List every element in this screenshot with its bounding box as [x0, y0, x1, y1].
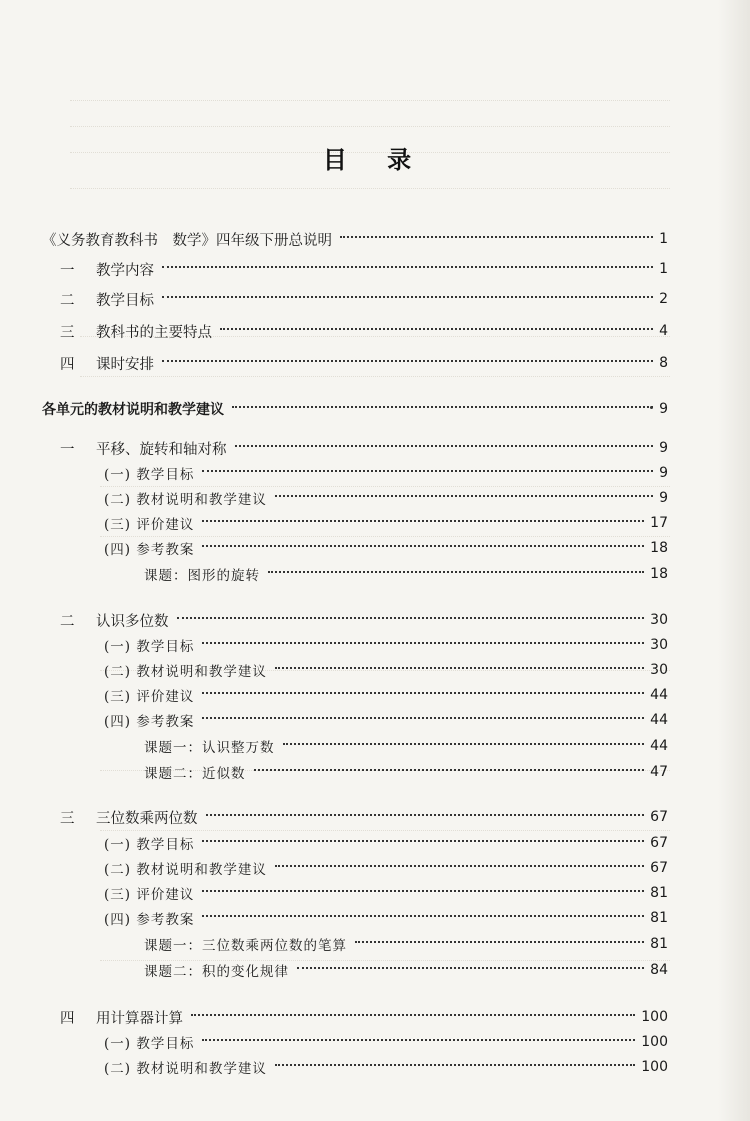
dot-leader [275, 1064, 635, 1066]
toc-entry[interactable] [42, 1005, 668, 1029]
toc-entry[interactable] [42, 536, 668, 560]
toc-entry[interactable] [42, 760, 668, 784]
dot-leader [340, 236, 653, 238]
toc-page-number: 8 [659, 355, 668, 371]
toc-page-number: 17 [650, 515, 668, 531]
toc-entry-number: 四 [60, 356, 75, 373]
toc-entry-label: (二) 教材说明和教学建议 [104, 492, 267, 508]
toc-entry[interactable] [42, 608, 668, 632]
toc-entry[interactable] [42, 932, 668, 956]
toc-entry-text: 课时安排 [96, 356, 154, 373]
dot-leader [355, 941, 644, 943]
toc-page-number: 44 [650, 687, 668, 703]
toc-entry[interactable] [42, 319, 668, 343]
dot-leader [232, 406, 653, 408]
toc-entry-text: 教学目标 [96, 292, 154, 309]
toc-entry[interactable] [42, 708, 668, 732]
toc-entry[interactable] [42, 351, 668, 375]
toc-page-number: 30 [650, 612, 668, 628]
toc-entry-label: (四) 参考教案 [104, 542, 195, 558]
toc-page-number: 18 [650, 566, 668, 582]
toc-page-number: 44 [650, 738, 668, 754]
toc-page-number: 100 [641, 1034, 668, 1050]
toc-entry-label: 课题二：近似数 [144, 766, 246, 782]
toc-entry[interactable] [42, 227, 668, 251]
toc-entry-label: 课题二：积的变化规律 [144, 964, 289, 980]
toc-entry[interactable] [42, 562, 668, 586]
toc-page-number: 100 [641, 1009, 668, 1025]
toc-entry-label [60, 1007, 183, 1028]
dot-leader [235, 445, 654, 447]
toc-entry-label: (四) 参考教案 [104, 912, 195, 928]
toc-entry-label: (二) 教材说明和教学建议 [104, 664, 267, 680]
toc-page-number: 9 [659, 465, 668, 481]
toc-entry-label: 课题一：三位数乘两位数的笔算 [144, 938, 347, 954]
toc-entry-label [60, 321, 212, 342]
toc-page-number: 1 [659, 261, 668, 277]
toc-entry-label [60, 353, 154, 374]
toc-entry[interactable] [42, 461, 668, 485]
toc-entry-number: 三 [60, 324, 75, 341]
toc-entry-text: 平移、旋转和轴对称 [96, 441, 227, 458]
toc-entry-label: (二) 教材说明和教学建议 [104, 862, 267, 878]
toc-entry-label: (三) 评价建议 [104, 887, 195, 903]
toc-entry[interactable] [42, 633, 668, 657]
ink-speck [650, 406, 653, 409]
dot-leader [202, 1039, 635, 1041]
dot-leader [202, 915, 644, 917]
toc-entry-label: 《义务教育教科书 数学》四年级下册总说明 [42, 232, 332, 249]
toc-entry[interactable] [42, 511, 668, 535]
dot-leader [202, 840, 644, 842]
dot-leader [202, 520, 644, 522]
dot-leader [202, 545, 644, 547]
toc-page-number: 67 [650, 860, 668, 876]
toc-entry[interactable] [42, 734, 668, 758]
toc-entry[interactable] [42, 831, 668, 855]
toc-page-number: 47 [650, 764, 668, 780]
dot-leader [220, 328, 653, 330]
dot-leader [162, 296, 653, 298]
toc-page-number: 67 [650, 809, 668, 825]
toc-page-number: 9 [659, 490, 668, 506]
toc-entry-text: 用计算器计算 [96, 1010, 183, 1027]
toc-entry[interactable] [42, 881, 668, 905]
toc-entry-number: 一 [60, 262, 75, 279]
dot-leader [202, 717, 644, 719]
toc-entry[interactable] [42, 958, 668, 982]
dot-leader [162, 266, 653, 268]
page-title: 目 录 [322, 146, 428, 174]
dot-leader [206, 814, 645, 816]
toc-page-number: 4 [659, 323, 668, 339]
dot-leader [162, 360, 653, 362]
dot-leader [202, 470, 653, 472]
dot-leader [283, 743, 645, 745]
dot-leader [202, 692, 644, 694]
dot-leader [202, 642, 644, 644]
toc-entry[interactable] [42, 658, 668, 682]
dot-leader [202, 890, 644, 892]
toc-entry-number: 四 [60, 1010, 75, 1027]
toc-page-number: 81 [650, 910, 668, 926]
toc-entry-label [60, 438, 227, 459]
toc-entry-number: 二 [60, 613, 75, 630]
toc-page-number: 30 [650, 637, 668, 653]
toc-entry[interactable] [42, 287, 668, 311]
toc-page-number: 9 [659, 401, 668, 417]
dot-leader [177, 617, 645, 619]
toc-entry[interactable] [42, 436, 668, 460]
toc-page-number: 67 [650, 835, 668, 851]
toc-page-number: 9 [659, 440, 668, 456]
toc-entry-label: (一) 教学目标 [104, 639, 195, 655]
toc-entry-label [60, 610, 169, 631]
toc-entry-label: (三) 评价建议 [104, 689, 195, 705]
toc-entry-label [60, 807, 198, 828]
dot-leader [297, 967, 644, 969]
dot-leader [191, 1014, 635, 1016]
toc-entry[interactable] [42, 856, 668, 880]
dot-leader [268, 571, 644, 573]
toc-entry-label [60, 259, 154, 280]
toc-entry-text: 认识多位数 [96, 613, 169, 630]
toc-page-number: 1 [659, 231, 668, 247]
toc-entry-text: 三位数乘两位数 [96, 810, 198, 827]
toc-entry-label: (四) 参考教案 [104, 714, 195, 730]
dot-leader [275, 865, 644, 867]
toc-page-number: 81 [650, 885, 668, 901]
toc-entry-label [60, 289, 154, 310]
toc-entry[interactable] [42, 805, 668, 829]
toc-entry-number: 三 [60, 810, 75, 827]
toc-entry[interactable] [42, 1030, 668, 1054]
toc-entry-label: (二) 教材说明和教学建议 [104, 1061, 267, 1077]
toc-entry[interactable] [42, 257, 668, 281]
toc-page-number: 44 [650, 712, 668, 728]
dot-leader [254, 769, 645, 771]
toc-page-number: 100 [641, 1059, 668, 1075]
toc-entry-number: 二 [60, 292, 75, 309]
toc-entry-label: (三) 评价建议 [104, 517, 195, 533]
toc-entry-label: 各单元的教材说明和教学建议 [42, 402, 224, 418]
toc-page-number: 2 [659, 291, 668, 307]
toc-entry[interactable] [42, 397, 668, 421]
toc-page-number: 81 [650, 936, 668, 952]
toc-entry-label: 课题：图形的旋转 [144, 568, 260, 584]
toc-entry-number: 一 [60, 441, 75, 458]
toc-entry-label: (一) 教学目标 [104, 837, 195, 853]
dot-leader [275, 667, 644, 669]
toc-entry-text: 教学内容 [96, 262, 154, 279]
toc-entry-label: (一) 教学目标 [104, 467, 195, 483]
toc-page-number: 18 [650, 540, 668, 556]
toc-entry[interactable] [42, 1055, 668, 1079]
toc-entry-text: 教科书的主要特点 [96, 324, 212, 341]
toc-entry-label: 课题一：认识整万数 [144, 740, 275, 756]
toc-page-number: 84 [650, 962, 668, 978]
toc-entry[interactable] [42, 683, 668, 707]
toc-entry[interactable] [42, 906, 668, 930]
toc-entry-label: (一) 教学目标 [104, 1036, 195, 1052]
toc-entry[interactable] [42, 486, 668, 510]
dot-leader [275, 495, 653, 497]
toc-page-number: 30 [650, 662, 668, 678]
